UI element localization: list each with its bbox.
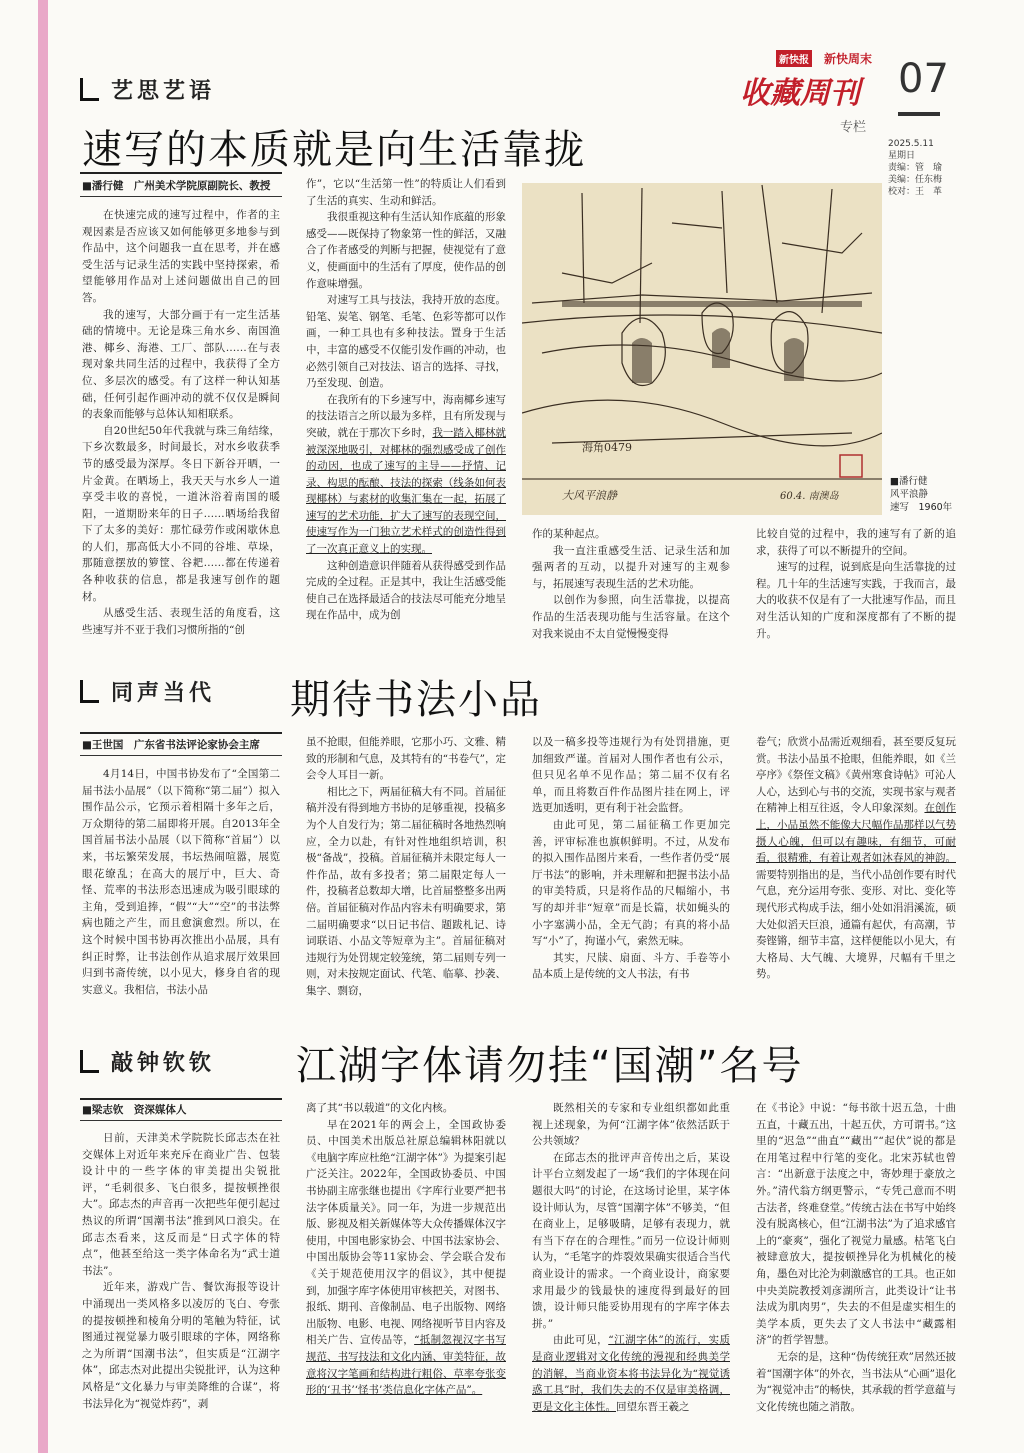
paragraph: 这种创造意识伴随着从获得感受到作品完成的全过程。正是其中，我让生活感受能使自己在选择最适合的技法尽可能充分地呈现在作品中，成为创: [306, 559, 506, 622]
paragraph: 作的某种起点。: [532, 528, 606, 540]
issue-date: 2025.5.11: [888, 139, 934, 149]
text-run: 在我所有的下乡速写中，海南椰乡速写的技法语言之所以最为多样，且有所发现与突破，就在于那次下乡时，: [306, 393, 506, 439]
paragraph: 其实，尺牍、扇面、斗方、手卷等小品本质上是传统的文人书法，有书: [532, 951, 730, 981]
paragraph: [306, 392, 506, 558]
page-number: 07: [898, 56, 949, 102]
article2-title: 期待书法小品: [290, 677, 542, 723]
article1-column-2: [306, 176, 506, 650]
paragraph: 作”，它以“生活第一性”的特质让人们看到了生活的真实、生动和鲜活。: [306, 178, 506, 207]
issue-proofreader: 校对：王 革: [888, 187, 943, 197]
sketch-signature: 60.4. 南澳岛: [780, 491, 839, 502]
text-run: 早在2021年的两会上，全国政协委员、中国美术出版总社原总编辑林阳就以《电脑字库应杜绝“江湖字体”》为提案引起广泛关注。2022年，全国政协委员、中国书协副主席张继也提出《字库行业要严把书法字体质量关》。同一年，为进一步规范出版、影视及相关新媒体等大众传播媒体汉字使用，中国电影家协会、中国书法家协会、中国出版协会等11家协会、学会联合发布《关于规范使用汉字的倡议》，其中便提到，加强字库字体使用审核把关，对图书、报纸、期刊、音像制品、电子出版物、网络出版物、电影、电视、网络视听节目内容及相关广告、宣传品等，: [306, 1118, 506, 1347]
text-run: 需要特别指出的是，当代小品创作要有时代气息，充分运用夸张、变形、对比、变化等现代形式构成手法，细小处如涓涓溪流，硕大处似滔天巨浪，通篇有起伏，有高潮，节奏铿锵，细节丰富，这样便能以小见大，有大格局、大气魄、大境界，尺幅有千里之势。: [756, 868, 956, 981]
article3-section-name: 敲钟钦钦: [111, 1050, 216, 1076]
paragraph: 既然相关的专家和专业组织都如此重视上述现象，为何“江湖字体”依然活跃于公共领域？: [532, 1102, 730, 1148]
article1-title: 速写的本质就是向生活靠拢: [82, 127, 586, 173]
paragraph: 近年来，游戏广告、餐饮海报等设计中涌现出一类风格多以凌厉的飞白、夸张的提按顿挫和棱角分明的笔触为特征，试图通过视觉暴力吸引眼球的字体，网络称之为所谓“国潮书法”，但实质是“江湖字体”，邱志杰对此提出尖锐批评，认为这种风格是“文化暴力与审美降维的合谋”，将书法异化为“视觉炸药”，剥: [82, 1281, 280, 1410]
caption-author: ■潘行健: [890, 476, 928, 487]
underlined-passage: 在创作上，小品虽然不能像大尺幅作品那样以气势摄人心魄，但可以有趣味，有细节，可耐看，很精雅，有着让观者如沐春风的神韵。: [756, 802, 956, 865]
issue-weekday: 星期日: [888, 151, 916, 161]
article3-byline-rule-bottom: [80, 1120, 282, 1121]
masthead-tag-left: 新快报: [776, 50, 812, 67]
masthead-logo: [740, 50, 890, 110]
article1-section-name: 艺思艺语: [111, 78, 216, 104]
article3-column-4: [756, 1100, 956, 1430]
article3-column-2: [306, 1100, 506, 1430]
paragraph: [306, 1117, 506, 1399]
article2-column-4: [756, 734, 956, 1034]
paragraph: 从感受生活、表现生活的角度看，这些速写并不亚于我们习惯所指的“创: [82, 607, 280, 636]
caption-medium-year: 速写 1960年: [890, 502, 953, 513]
page-number-bar: [898, 112, 940, 116]
paragraph: 4月14日，中国书协发布了“全国第二届书法小品展”（以下简称“第二届”）拟入围作品公示，它预示着相隔十多年之后，万众期待的第二届即将开展。自2013年全国首届书法小品展（以下简称“首届”）以来，书坛繁荣发展，书坛热闹喧嚣，展览眼花缭乱；在高大的展厅中，巨大、奇怪、荒率的书法形态迅速成为吸引眼球的主角，受到追捧，“假”“大”“空”的书法弊病也随之产生，而且愈演愈烈。所以，在这个时候中国书协再次推出小品展，具有纠正时弊，让书法创作从追求展厅效果回归到书斋传统，以小见大，修身自省的现实意义。我相信，书法小品: [82, 768, 280, 996]
text-run: 由此可见，: [553, 1334, 609, 1347]
masthead-title: 收藏周刊: [740, 76, 860, 111]
paragraph: 我一直注重感受生活、记录生活和加强两者的互动，以提升对速写的主观参与，拓展速写表现生活的艺术功能。: [532, 544, 730, 590]
paragraph: [532, 1332, 730, 1415]
paragraph: 相比之下，两届征稿大有不同。首届征稿并没有得到地方书协的足够重视，投稿多为个人自发行为；第二届征稿时各地热烈响应，全力以赴，有针对性地组织培训，积极“备战”，投稿。首届征稿并未限定每人一件作品，故有多投者；第二届限定每人一件，投稿者总数却大增，比首届整整多出两倍。首届征稿对作品内容未有明确要求，第二届明确要求“以日记书信、题跋札记、诗词联语、小品文等短章为主”。首届征稿对违规行为处罚规定较笼统，第二届则专列一则，对未按规定面试、代笔、临摹、抄袭、集字、剽窃，: [306, 785, 506, 997]
paragraph: 我的速写，大部分画于有一定生活基础的情境中。无论是珠三角水乡、南国渔港、椰乡、海港、工厂、部队……在与表现对象共同生活的过程中，我获得了全方位、多层次的感受。有了这样一种认知基础，任何引起作画冲动的就不仅仅是瞬间的表象而能够与总体认知相联系。: [82, 308, 280, 421]
article1-byline-rule-bottom: [80, 196, 282, 197]
section-label: 专栏: [840, 120, 867, 135]
caption-work-title: 风平浪静: [890, 489, 929, 500]
paragraph: 以及一稿多投等违规行为有处罚措施，更加细致严谨。首届对人围作者也有公示，但只见名单不见作品；第二届不仅有名单，而且将数百件作品图片挂在网上，评选更加透明，更有利于社会监督。: [532, 736, 730, 815]
article2-column-header: [80, 676, 215, 707]
underlined-passage: “抵制忽视汉字书写规范、书写技法和文化内涵、审美特征，故意将汉字笔画和结构进行粗俗、草率夸张变形的‘丑书’‘怪书’类信息化字体产品”。: [306, 1334, 506, 1397]
paragraph: 在快速完成的速写过程中，作者的主观因素是否应该又如何能够更多地参与到作品中，这个问题我一直在思考，并在感受生活与记录生活的实践中坚持探索，希望能够用作品对上述问题做出自己的回答。: [82, 209, 280, 304]
paragraph: 由此可见，第二届征稿工作更加完善，评审标准也旗帜鲜明。不过，从发布的拟入围作品图片来看，一些作者仍受“展厅书法”的影响，并未理解和把握书法小品的审美特质，只是将作品的尺幅缩小，书写的却并非“短章”而是长篇，状如蝇头的小字塞满小品，全无气韵；有真的将小品写“小”了，拘谨小气，索然无味。: [532, 818, 730, 948]
underlined-passage: “江湖字体”的流行，实质是商业逻辑对文化传统的漫视和经典美学的消解，当商业资本将书法异化为“视觉诱惑工具”时，我们失去的不仅是审美格调，更是文化主体性。: [532, 1334, 730, 1413]
article1-column-3: [532, 526, 730, 648]
article3-column-1: [82, 1130, 280, 1430]
article2-byline-rule-bottom: [80, 755, 282, 756]
sketch-inscription: 大风平浪静: [562, 489, 617, 502]
article3-byline-rule: [80, 1098, 282, 1100]
paragraph: 对速写工具与技法，我持开放的态度。铅笔、炭笔、钢笔、毛笔、色彩等都可以作画，一种工具也有多种技法。置身于生活中，丰富的感受不仅能引发作画的冲动，也必然引领自己对技法、语言的选择、寻找，乃至发现、创造。: [306, 294, 506, 390]
paragraph: 自20世纪50年代我就与珠三角结缘，下乡次数最多，时间最长，对水乡收获季节的感受最为深厚。冬日下新谷开晒，一片金黄。在晒场上，我天天与水乡人一道享受丰收的喜悦，一道沐浴着南国的暖阳，一道期盼来年的日子……晒场给我留下了太多的美好：那忙碌劳作或闲歇休息的人们，那高低大小不同的谷堆、草垛，那随意摆放的箩筐、谷耙……都在传递着各种收获的信息，都是我速写创作的题材。: [82, 424, 280, 603]
article1-byline-rule: [80, 172, 282, 174]
text-run: 卷气；欣赏小品需近观细看，甚至要反复玩赏。书法小品虽不抢眼，但能养眼，如《兰亭序》《祭侄文稿》《黄州寒食诗帖》可沁人人心，达到心与书的交流，实现书家与观者在精神上相互往返，令人印象深刻。: [756, 736, 956, 815]
article3-column-3: [532, 1100, 730, 1430]
article2-byline: ■王世国 广东省书法评论家协会主席: [82, 739, 260, 751]
sketch-figure: [522, 183, 882, 515]
paragraph: 以创作为参照，向生活靠拢，以提高作品的生活表现功能与生活容量。在这个对我来说由不太自觉慢慢变得: [532, 594, 730, 640]
article2-byline-rule: [80, 732, 282, 734]
text-run: 回望东晋王羲之: [616, 1400, 690, 1413]
paragraph: [756, 734, 956, 983]
article3-byline: ■梁志钦 资深媒体人: [82, 1104, 187, 1116]
article1-byline: ■潘行健 广州美术学院原副院长、教授: [82, 180, 271, 192]
issue-meta: [888, 138, 942, 198]
article2-column-2: [306, 734, 506, 1034]
paragraph: 速写的过程，说到底是向生活靠拢的过程。几十年的生活速写实践，于我而言，最大的收获不仅是有了一大批速写作品，而且对生活认知的广度和深度都有了不断的提升。: [756, 561, 956, 640]
article1-column-4: [756, 526, 956, 648]
paragraph: 在《书论》中说：“每书欲十迟五急，十曲五直，十藏五出，十起五伏，方可谓书。”这里的“迟急”“曲直”“藏出”“起伏”说的都是在用笔过程中行笔的变化。北宋苏轼也曾言：“出新意于法度之中，寄妙理于豪放之外。”清代翁方纲更警示，“专凭己意而不明古法者，终难登堂。”传统古法在书写中始终没有脱离核心，但“江湖书法”为了追求感官上的“豪爽”，强化了视觉力量感。枯笔飞白被肆意放大，提按顿挫异化为机械化的棱角，墨色对比沦为刺激感官的工具。也正如中央美院教授刘彦湖所言，此类设计“让书法成为肌肉男”，失去的不但是虚实相生的美学本质，更失去了文人书法中“藏露相济”的哲学智慧。: [756, 1102, 956, 1347]
paragraph: 虽不抢眼，但能养眼，它那小巧、文雅、精致的形制和气息，及其特有的“书卷气”，定会令人耳目一新。: [306, 736, 506, 782]
left-margin-rule: [38, 0, 48, 1453]
issue-editor: 责编：管 瑜: [888, 163, 943, 173]
sketch-drawing: [522, 183, 882, 515]
paragraph: 离了其“书以载道”的文化内核。: [306, 1102, 454, 1114]
article2-column-3: [532, 734, 730, 1034]
article1-column-header: [80, 74, 215, 105]
paragraph: 无奈的是，这种“伪传统狂欢”居然还披着“国潮字体”的外衣，当书法从“心画”退化为“视觉冲击”的畅快，其承载的哲学意蕴与文化传统也随之消散。: [756, 1350, 956, 1413]
issue-art-editor: 美编：任东梅: [888, 175, 943, 185]
figure-caption: [890, 475, 952, 514]
article1-column-1: [82, 207, 280, 647]
article2-column-1: [82, 766, 280, 1034]
masthead-tag-right: 新快周末: [824, 52, 873, 66]
article3-column-header: [80, 1046, 215, 1077]
paragraph: 比较自觉的过程中，我的速写有了新的追求，获得了可以不断提升的空间。: [756, 528, 956, 557]
paragraph: 我很重视这种有生活认知作底蕴的形象感受——既保持了物象第一性的鲜活，又融合了作者感受的判断与把握，使视觉有了意义，使画面中的生活有了厚度，使作品的创作意味增强。: [306, 211, 506, 290]
sketch-label: 海角0479: [582, 441, 632, 454]
article3-title: 江湖字体请勿挂“国潮”名号: [296, 1043, 804, 1089]
underlined-passage: 我一踏入椰林就被深深地吸引，对椰林的强烈感受成了创作的动因，也成了速写的主导——抒情、记录、构思的酝酿、技法的探索（线条如何表现椰林）与素材的收集汇集在一起，拓展了速写的艺术功能，扩大了速写的表现空间，使速写作为一门独立艺术样式的创造性得到了一次真正意义上的实现。: [306, 426, 506, 556]
paragraph: 在邱志杰的批评声音传出之后，某设计平台立刻发起了一场“我们的字体现在问题很大吗”的讨论，在这场讨论里，某字体设计师认为，尽管“国潮字体”不够美，“但在商业上，足够吸睛，足够有表现力，就有当下存在的合理性。”而另一位设计师则认为，“毛笔字的炸裂效果确实很适合当代商业设计的需求。一个商业设计，商家要求用最少的钱最快的速度得到最好的回馈，设计师只能妥协用现有的字库字体去拼。”: [532, 1151, 730, 1330]
article2-section-name: 同声当代: [111, 680, 216, 706]
paragraph: 日前，天津美术学院院长邱志杰在社交媒体上对近年来充斥在商业广告、包装设计中的一些字体的审美提出尖锐批评，“毛刺很多、飞白很多，提按顿挫很大”。邱志杰的声音再一次把些年便引起过热议的所谓“国潮书法”推到风口浪尖。在邱志杰看来，这反而是“日式字体的特点”，他甚至给这一类字体命名为“武士道书法”。: [82, 1132, 280, 1277]
